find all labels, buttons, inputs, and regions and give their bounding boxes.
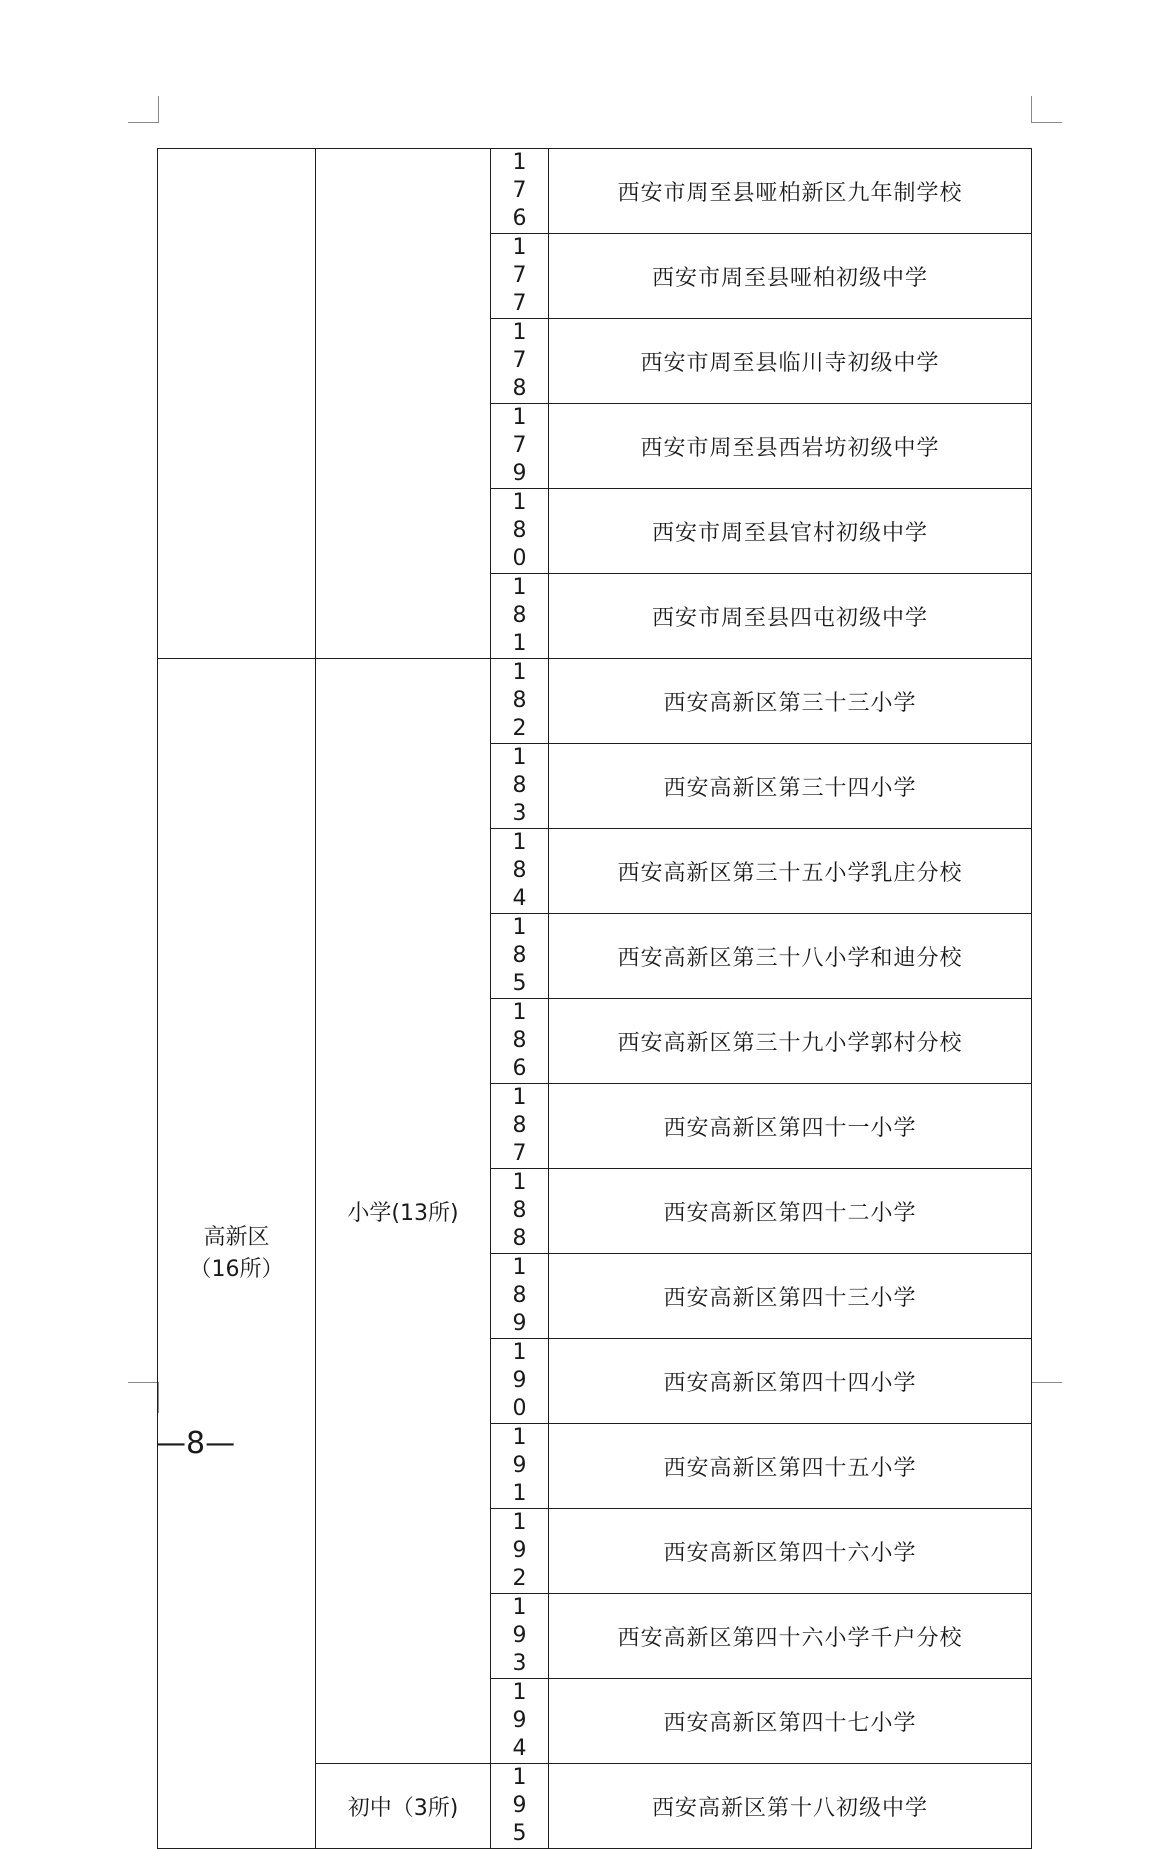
- row-number: 179: [491, 404, 549, 489]
- row-number: 187: [491, 1084, 549, 1169]
- school-name: 西安高新区第四十三小学: [549, 1254, 1032, 1339]
- school-name: 西安高新区第三十八小学和迪分校: [549, 914, 1032, 999]
- district-count: （16所）: [189, 1256, 284, 1282]
- school-name: 西安市周至县哑柏初级中学: [549, 234, 1032, 319]
- school-name: 西安高新区第四十四小学: [549, 1339, 1032, 1424]
- row-number: 185: [491, 914, 549, 999]
- row-number: 195: [491, 1764, 549, 1849]
- row-number: 189: [491, 1254, 549, 1339]
- row-number: 190: [491, 1339, 549, 1424]
- school-list-table: [157, 148, 1032, 1849]
- category-primary-label: 小学(13所): [347, 1200, 459, 1226]
- row-number: 186: [491, 999, 549, 1084]
- table-row: [158, 149, 1032, 234]
- row-number: 182: [491, 659, 549, 744]
- crop-mark-top-left: [128, 96, 159, 123]
- school-name: 西安高新区第四十五小学: [549, 1424, 1032, 1509]
- table-row: [158, 659, 1032, 744]
- crop-mark-top-right: [1031, 96, 1062, 123]
- district-cell-continued: [158, 149, 316, 659]
- school-name: 西安市周至县四屯初级中学: [549, 574, 1032, 659]
- district-cell: [158, 659, 316, 1849]
- school-name: 西安市周至县临川寺初级中学: [549, 319, 1032, 404]
- school-name: 西安高新区第四十一小学: [549, 1084, 1032, 1169]
- school-name: 西安高新区第四十六小学千户分校: [549, 1594, 1032, 1679]
- row-number: 184: [491, 829, 549, 914]
- row-number: 177: [491, 234, 549, 319]
- school-name: 西安市周至县西岩坊初级中学: [549, 404, 1032, 489]
- row-number: 176: [491, 149, 549, 234]
- crop-mark-bottom-right: [1031, 1382, 1062, 1413]
- row-number: 193: [491, 1594, 549, 1679]
- category-cell-continued: [316, 149, 491, 659]
- row-number: 183: [491, 744, 549, 829]
- category-middle-label: 初中（3所): [347, 1795, 459, 1821]
- row-number: 181: [491, 574, 549, 659]
- row-number: 194: [491, 1679, 549, 1764]
- school-name: 西安高新区第十八初级中学: [549, 1764, 1032, 1849]
- category-middle-cell: [316, 1764, 491, 1849]
- row-number: 191: [491, 1424, 549, 1509]
- category-primary-cell: [316, 659, 491, 1764]
- row-number: 192: [491, 1509, 549, 1594]
- school-name: 西安市周至县官村初级中学: [549, 489, 1032, 574]
- school-name: 西安市周至县哑柏新区九年制学校: [549, 149, 1032, 234]
- school-name: 西安高新区第三十五小学乳庄分校: [549, 829, 1032, 914]
- row-number: 188: [491, 1169, 549, 1254]
- crop-mark-bottom-left: [128, 1382, 159, 1413]
- row-number: 180: [491, 489, 549, 574]
- school-name: 西安高新区第四十七小学: [549, 1679, 1032, 1764]
- school-name: 西安高新区第四十二小学: [549, 1169, 1032, 1254]
- school-name: 西安高新区第三十四小学: [549, 744, 1032, 829]
- page-number: —8—: [156, 1426, 236, 1461]
- row-number: 178: [491, 319, 549, 404]
- school-name: 西安高新区第四十六小学: [549, 1509, 1032, 1594]
- district-name: 高新区: [203, 1224, 270, 1250]
- school-name: 西安高新区第三十三小学: [549, 659, 1032, 744]
- school-name: 西安高新区第三十九小学郭村分校: [549, 999, 1032, 1084]
